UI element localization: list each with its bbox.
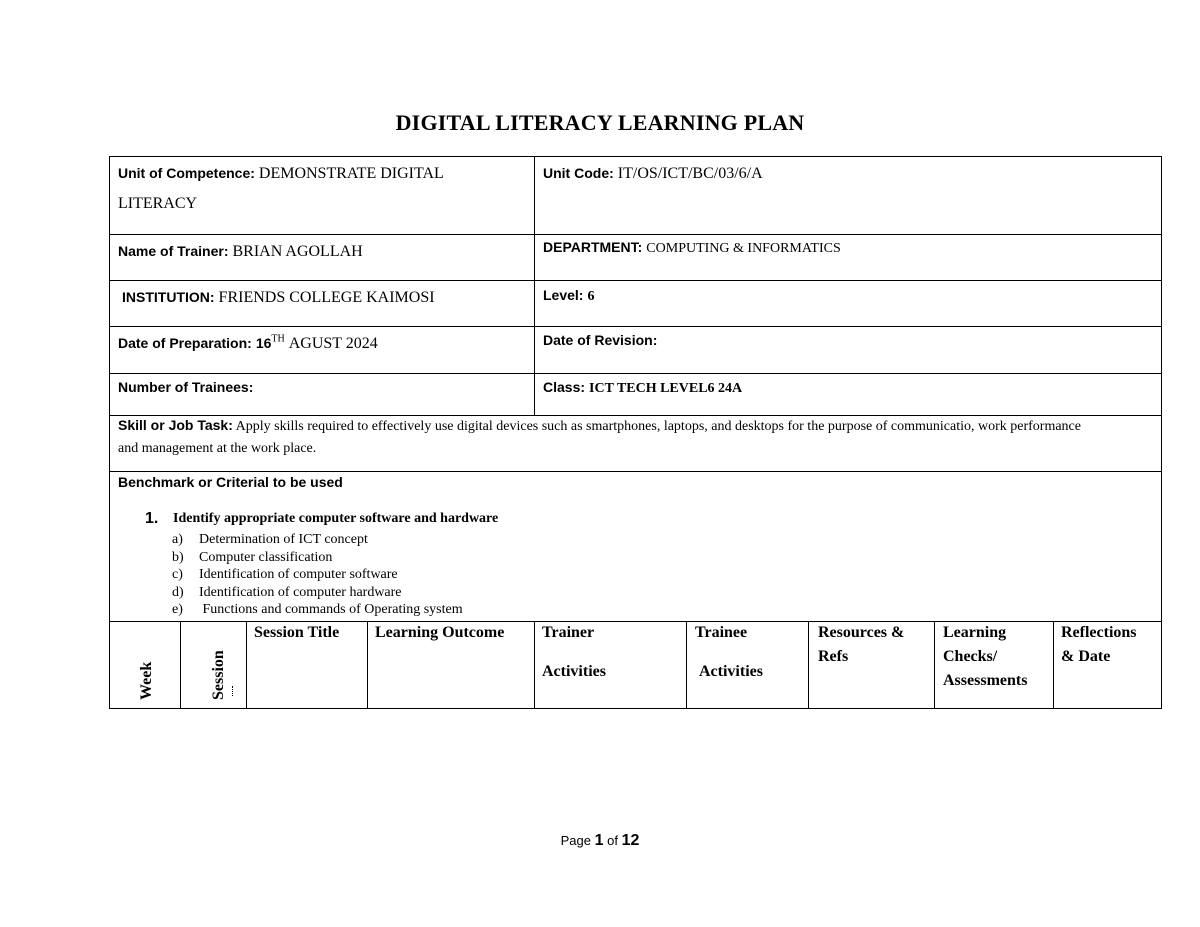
unit-of-competence-value: DEMONSTRATE DIGITAL LITERACY (118, 165, 444, 212)
skill-label: Skill or Job Task: (118, 417, 233, 433)
number-of-trainees-label: Number of Trainees: (118, 379, 254, 395)
header-week: Week (138, 661, 155, 700)
page-title: DIGITAL LITERACY LEARNING PLAN (395, 110, 805, 135)
date-of-preparation-suffix: TH (271, 333, 285, 345)
list-item: e) Functions and commands of Operating system (172, 602, 463, 617)
list-item: a) Determination of ICT concept (172, 532, 368, 547)
department-cell (535, 229, 1161, 267)
level-label: Level: (543, 287, 584, 303)
trainer-label: Name of Trainer: (118, 243, 229, 259)
benchmark-title: Benchmark or Criterial to be used (118, 474, 343, 490)
class-value: ICT TECH LEVEL6 24A (589, 381, 743, 396)
header-trainer-activities: Trainer Activities (542, 624, 606, 680)
class-label: Class: (543, 379, 586, 395)
footer-total-pages: 12 (621, 832, 640, 849)
date-of-preparation-label: Date of Preparation: (118, 335, 252, 351)
benchmark-item-title: Identify appropriate computer software and hardware (173, 511, 499, 526)
benchmark-item-number: 1. (145, 510, 159, 527)
date-of-preparation-cell (110, 325, 534, 363)
institution-label: INSTITUTION: (122, 289, 215, 305)
session-marker (232, 686, 234, 696)
date-of-preparation-day: 16 (255, 335, 272, 351)
class-cell (535, 369, 1161, 407)
institution-cell (114, 279, 534, 317)
level-value: 6 (587, 289, 595, 304)
unit-of-competence-cell (110, 155, 534, 222)
date-of-revision-cell (535, 322, 1161, 360)
department-value: COMPUTING & INFORMATICS (646, 241, 841, 256)
number-of-trainees-cell (110, 369, 534, 407)
page-footer (0, 832, 1200, 850)
footer-page-number: 1 (594, 832, 604, 849)
header-trainee-activities: Trainee Activities (695, 624, 763, 680)
list-item: c) Identification of computer software (172, 567, 398, 582)
footer-of-word: of (607, 833, 618, 848)
unit-code-label: Unit Code: (543, 165, 614, 181)
list-item: d) Identification of computer hardware (172, 584, 402, 600)
header-learning-outcome: Learning Outcome (375, 624, 505, 641)
unit-code-value: IT/OS/ICT/BC/03/6/A (617, 165, 763, 182)
unit-of-competence-label: Unit of Competence: (118, 165, 255, 181)
date-of-revision-label: Date of Revision: (543, 332, 658, 348)
header-session: Session (210, 650, 227, 700)
list-item: b) Computer classification (172, 549, 333, 565)
skill-value: Apply skills required to effectively use digital devices such as smartphones, laptops, and desktops for the purpose of communicatio, work performance and management at the work place. (118, 419, 1081, 456)
benchmark-subitems (172, 531, 463, 619)
header-resources-refs: Resources & Refs (818, 624, 905, 665)
footer-page-word: Page (560, 833, 591, 848)
unit-code-cell (535, 155, 1161, 193)
trainer-cell (110, 233, 534, 271)
header-reflections-date: Reflections & Date (1061, 624, 1137, 665)
header-learning-checks: Learning Checks/ Assessments (943, 624, 1028, 689)
level-cell (535, 277, 1161, 315)
header-session-title: Session Title (254, 624, 340, 641)
trainer-value: BRIAN AGOLLAH (232, 243, 363, 260)
date-of-preparation-value: AGUST 2024 (288, 335, 378, 352)
institution-value: FRIENDS COLLEGE KAIMOSI (218, 289, 435, 306)
skill-cell (110, 413, 1110, 461)
department-label: DEPARTMENT: (543, 239, 643, 255)
